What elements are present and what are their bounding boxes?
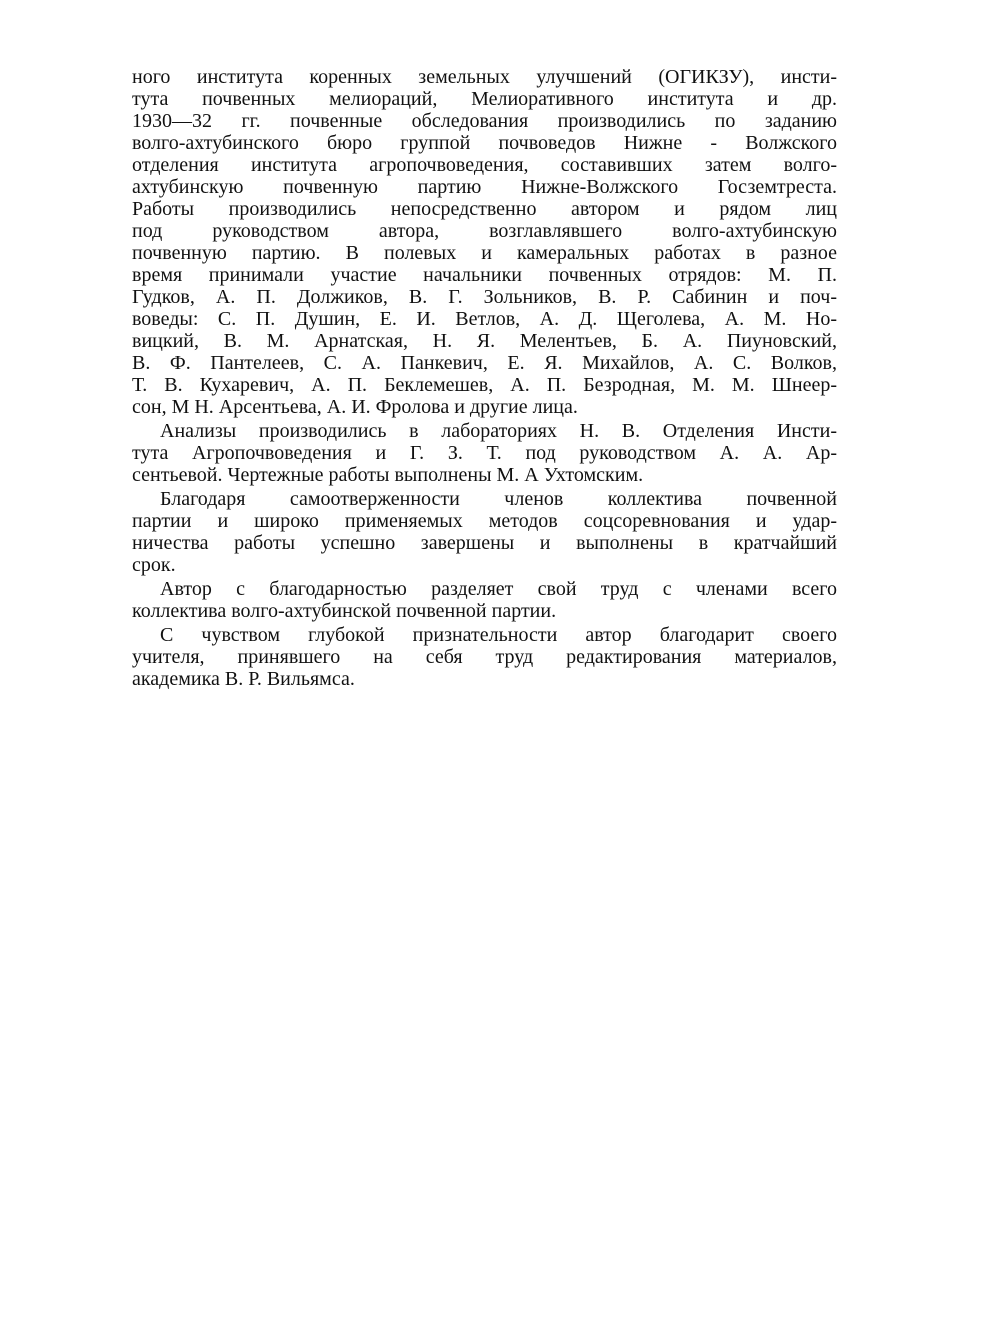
text-line: под руководством автора, возглавлявшего волго-ахтубинскую	[132, 220, 837, 242]
paragraph	[132, 420, 837, 486]
text-line: воведы: С. П. Душин, Е. И. Ветлов, А. Д. Щеголева, А. М. Но-	[132, 308, 837, 330]
text-line: Работы производились непосредственно автором и рядом лиц	[132, 198, 837, 220]
document-page	[132, 66, 837, 692]
text-line: тута почвенных мелиораций, Мелиоративного института и др.	[132, 88, 837, 110]
text-line: Т. В. Кухаревич, А. П. Беклемешев, А. П. Безродная, М. М. Шнеер-	[132, 374, 837, 396]
text-line: срок.	[132, 554, 176, 576]
text-line: партии и широко применяемых методов соцсоревнования и удар-	[132, 510, 837, 532]
text-line: 1930—32 гг. почвенные обследования производились по заданию	[132, 110, 837, 132]
text-line: вицкий, В. М. Арнатская, Н. Я. Мелентьев, Б. А. Пиуновский,	[132, 330, 837, 352]
text-line: Анализы производились в лабораториях Н. В. Отделения Инсти-	[160, 420, 837, 442]
paragraph	[132, 488, 837, 576]
text-line: волго-ахтубинского бюро группой почвоведов Нижне - Волжского	[132, 132, 837, 154]
paragraph	[132, 578, 837, 622]
paragraph	[132, 66, 837, 418]
text-line: С чувством глубокой признательности автор благодарит своего	[160, 624, 837, 646]
text-line: ничества работы успешно завершены и выполнены в кратчайший	[132, 532, 837, 554]
text-line: время принимали участие начальники почвенных отрядов: М. П.	[132, 264, 837, 286]
text-line: Гудков, А. П. Должиков, В. Г. Зольников, В. Р. Сабинин и поч-	[132, 286, 837, 308]
paragraph	[132, 624, 837, 690]
text-line: ного института коренных земельных улучшений (ОГИКЗУ), инсти-	[132, 66, 837, 88]
text-line: ахтубинскую почвенную партию Нижне-Волжского Госземтреста.	[132, 176, 837, 198]
text-line: коллектива волго-ахтубинской почвенной партии.	[132, 600, 557, 622]
text-line: учителя, принявшего на себя труд редактирования материалов,	[132, 646, 837, 668]
text-line: сентьевой. Чертежные работы выполнены М. А Ухтомским.	[132, 464, 644, 486]
text-line: В. Ф. Пантелеев, С. А. Панкевич, Е. Я. Михайлов, А. С. Волков,	[132, 352, 837, 374]
text-line: академика В. Р. Вильямса.	[132, 668, 355, 690]
text-line: почвенную партию. В полевых и камеральных работах в разное	[132, 242, 837, 264]
text-line: Благодаря самоотверженности членов коллектива почвенной	[160, 488, 837, 510]
text-line: отделения института агропочвоведения, составивших затем волго-	[132, 154, 837, 176]
text-line: сон, М Н. Арсентьева, А. И. Фролова и другие лица.	[132, 396, 578, 418]
text-line: Автор с благодарностью разделяет свой труд с членами всего	[160, 578, 837, 600]
text-line: тута Агропочвоведения и Г. З. Т. под руководством А. А. Ар-	[132, 442, 837, 464]
